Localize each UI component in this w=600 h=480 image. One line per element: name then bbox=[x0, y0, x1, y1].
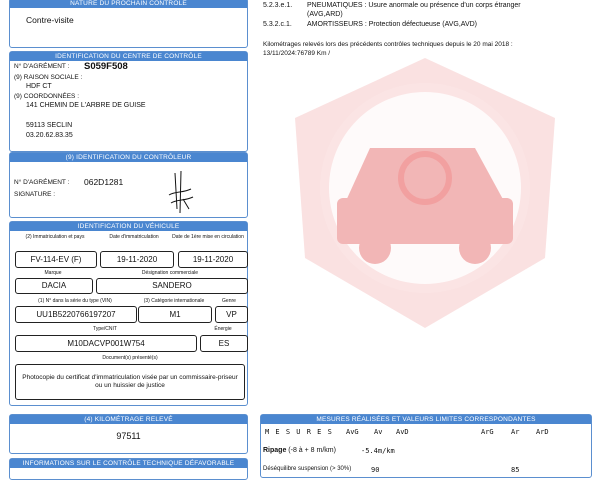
centre-coord-label: (9) COORDONNÉES : bbox=[14, 93, 80, 100]
date-immat-label: Date d'immatriculation bbox=[109, 234, 159, 240]
type-label: Type/CNIT bbox=[93, 326, 117, 332]
col-arg: ArG bbox=[481, 428, 494, 436]
row2-a: 90 bbox=[371, 466, 380, 474]
kilometrage-value: 97511 bbox=[116, 431, 141, 441]
docs-label: Document(s) présenté(s) bbox=[102, 355, 158, 361]
categorie-box: M1 bbox=[138, 306, 212, 323]
vin-box: UU1B5220766197207 bbox=[15, 306, 137, 323]
panel-title: INFORMATIONS SUR LE CONTRÔLE TECHNIQUE DÉFAVORABLE bbox=[10, 459, 247, 468]
centre-address1: 141 CHEMIN DE L'ARBRE DE GUISE bbox=[26, 102, 146, 109]
date-immat-box: 19-11-2020 bbox=[100, 251, 174, 268]
panel-controleur bbox=[9, 152, 248, 218]
centre-agrement-label: N° D'AGRÉMENT : bbox=[14, 63, 70, 70]
historique-line2: 13/11/2024:76789 Km / bbox=[263, 50, 331, 57]
panel-kilometrage bbox=[9, 414, 248, 454]
prochain-controle-value: Contre-visite bbox=[26, 15, 74, 25]
vin-label: (1) N° dans la série du type (VIN) bbox=[38, 298, 112, 304]
energie-box: ES bbox=[200, 335, 248, 352]
col-av: Av bbox=[374, 428, 383, 436]
panel-centre-controle bbox=[9, 51, 248, 152]
centre-address2: 59113 SECLIN bbox=[26, 122, 73, 129]
panel-title: IDENTIFICATION DU CENTRE DE CONTRÔLE bbox=[10, 52, 247, 61]
defaut-1-text2: (AVG,ARD) bbox=[307, 11, 343, 18]
panel-mesures bbox=[260, 414, 592, 478]
panel-title: MESURES RÉALISÉES ET VALEURS LIMITES CORRESPONDANTES bbox=[261, 415, 591, 424]
signature-scribble bbox=[165, 169, 195, 215]
panel-title: (4) KILOMÉTRAGE RELEVÉ bbox=[10, 415, 247, 424]
marque-label: Marque bbox=[44, 270, 62, 276]
watermark-logo bbox=[275, 38, 575, 338]
row2-b: 85 bbox=[511, 466, 520, 474]
centre-phone: 03.20.62.83.35 bbox=[26, 132, 73, 139]
controleur-agrement-value: 062D1281 bbox=[84, 177, 124, 187]
defaut-1-code: 5.2.3.e.1. bbox=[263, 2, 293, 9]
panel-prochain-controle bbox=[9, 0, 248, 48]
denom-box: SANDERO bbox=[96, 278, 248, 294]
panel-title: NATURE DU PROCHAIN CONTRÔLE bbox=[10, 0, 247, 8]
defaut-2-code: 5.3.2.c.1. bbox=[263, 21, 292, 28]
mesures-header: M E S U R E S bbox=[265, 428, 333, 436]
centre-agrement-value: S059F508 bbox=[84, 61, 128, 72]
date-first-label: Date de 1ère mise en circulation bbox=[172, 234, 244, 240]
col-avd: AvD bbox=[396, 428, 409, 436]
col-ard: ArD bbox=[536, 428, 549, 436]
panel-title: IDENTIFICATION DU VÉHICULE bbox=[10, 222, 247, 231]
centre-raison-label: (9) RAISON SOCIALE : bbox=[14, 74, 83, 81]
controleur-agrement-label: N° D'AGRÉMENT : bbox=[14, 179, 70, 186]
centre-raison-value: HDF CT bbox=[26, 83, 52, 90]
historique-line1: Kilométrages relevés lors des précédents contrôles techniques depuis le 20 mai 2018 : bbox=[263, 41, 513, 48]
row2-label: Déséquilibre suspension (> 30%) bbox=[263, 466, 352, 472]
genre-label: Genre bbox=[222, 298, 236, 304]
denom-label: Désignation commerciale bbox=[141, 270, 199, 276]
defaut-1-text: PNEUMATIQUES : Usure anormale ou présence d'un corps étranger bbox=[307, 2, 521, 9]
col-avg: AvG bbox=[346, 428, 359, 436]
col-ar: Ar bbox=[511, 428, 520, 436]
panel-infos bbox=[9, 458, 248, 480]
type-box: M10DACVP001W754 bbox=[15, 335, 197, 352]
ripage-label: Ripage (-8 à + 8 m/km) bbox=[263, 447, 336, 454]
defaut-2-text: AMORTISSEURS : Protection défectueuse (AVG,AVD) bbox=[307, 21, 478, 28]
energie-label: Énergie bbox=[214, 326, 232, 332]
panel-title: (9) IDENTIFICATION DU CONTRÔLEUR bbox=[10, 153, 247, 162]
ripage-value: -5.4m/km bbox=[361, 447, 395, 455]
controleur-signature-label: SIGNATURE : bbox=[14, 191, 56, 198]
marque-box: DACIA bbox=[15, 278, 93, 294]
genre-box: VP bbox=[215, 306, 248, 323]
immat-box: FV-114-EV (F) bbox=[15, 251, 97, 268]
date-first-box: 19-11-2020 bbox=[178, 251, 248, 268]
panel-vehicule bbox=[9, 221, 248, 406]
immat-label: (2) Immatriculation et pays bbox=[25, 234, 85, 240]
categorie-label: (3) Catégorie internationale bbox=[143, 298, 205, 304]
docs-box: Photocopie du certificat d'immatriculation visée par un commissaire-priseur ou un huissier de justice bbox=[15, 364, 245, 400]
